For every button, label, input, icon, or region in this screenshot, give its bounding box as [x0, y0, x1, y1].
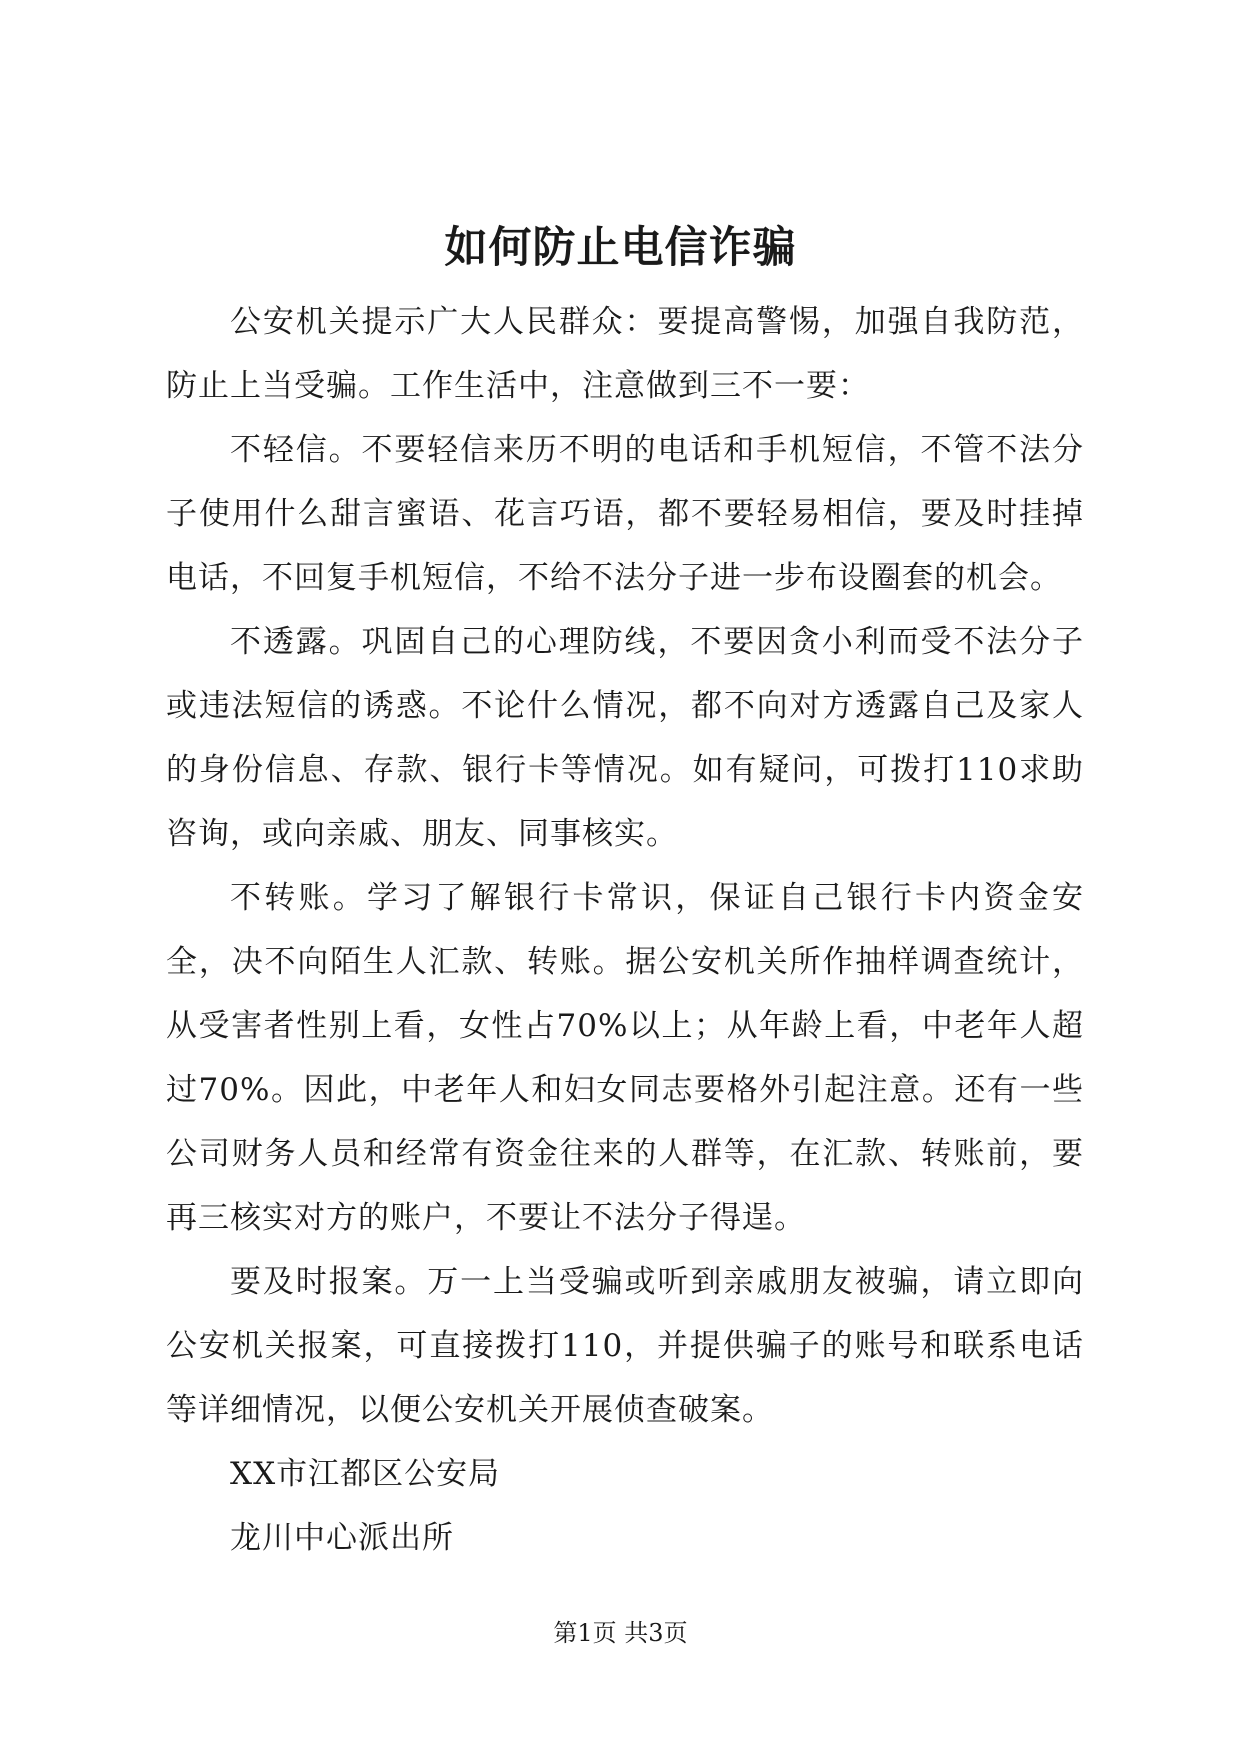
paragraph-not-transfer: 不转账。学习了解银行卡常识，保证自己银行卡内资金安全，决不向陌生人汇款、转账。据公安机关所作抽样调查统计，从受害者性别上看，女性占70%以上；从年龄上看，中老年人超过70%。因此，中老年人和妇女同志要格外引起注意。还有一些公司财务人员和经常有资金往来的人群等，在汇款、转账前，要再三核实对方的账户，不要让不法分子得逞。 — [166, 880, 1084, 1236]
signature-station: 龙川中心派出所 — [230, 1520, 454, 1556]
document-title: 如何防止电信诈骗 — [444, 223, 797, 273]
paragraph-not-disclose: 不透露。巩固自己的心理防线，不要因贪小利而受不法分子或违法短信的诱惑。不论什么情况，都不向对方透露自己及家人的身份信息、存款、银行卡等情况。如有疑问，可拨打110求助咨询，或向亲戚、朋友、同事核实。 — [166, 624, 1084, 852]
paragraph-report: 要及时报案。万一上当受骗或听到亲戚朋友被骗，请立即向公安机关报案，可直接拨打110，并提供骗子的账号和联系电话等详细情况，以便公安机关开展侦查破案。 — [166, 1264, 1084, 1428]
intro-paragraph: 公安机关提示广大人民群众：要提高警惕，加强自我防范，防止上当受骗。工作生活中，注意做到三不一要： — [166, 304, 1084, 404]
signature-bureau: XX市江都区公安局 — [230, 1456, 501, 1492]
paragraph-not-believe: 不轻信。不要轻信来历不明的电话和手机短信，不管不法分子使用什么甜言蜜语、花言巧语，都不要轻易相信，要及时挂掉电话，不回复手机短信，不给不法分子进一步布设圈套的机会。 — [166, 432, 1084, 596]
page-number: 第1页 共3页 — [553, 1619, 688, 1647]
document-body — [166, 290, 1084, 1570]
